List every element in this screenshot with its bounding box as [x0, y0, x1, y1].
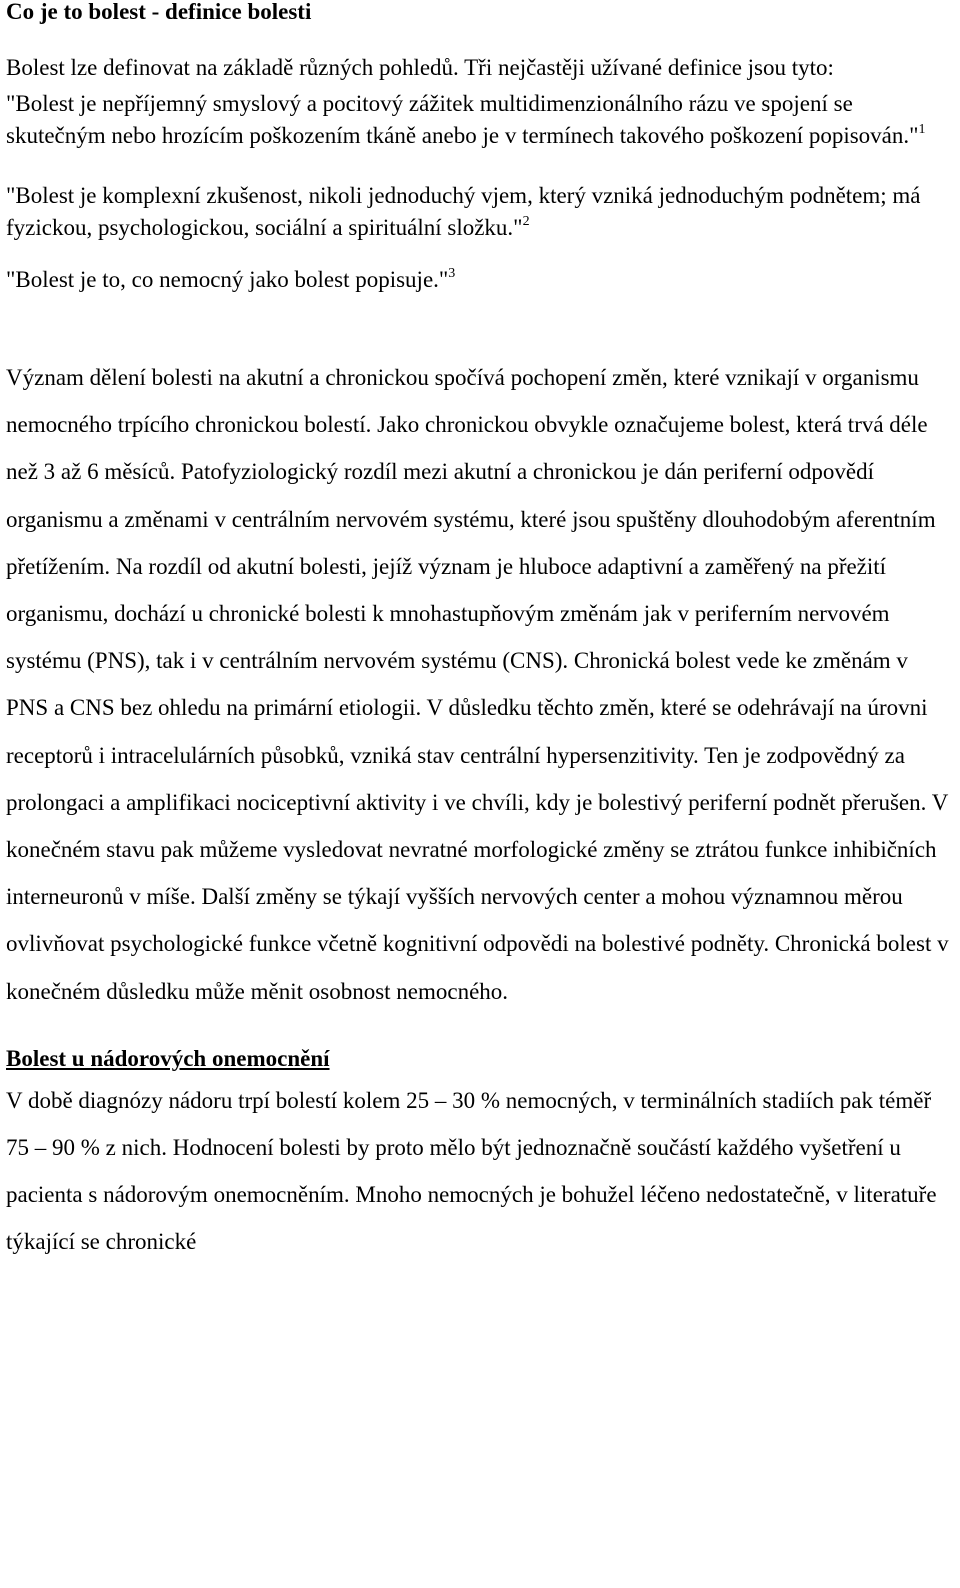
definition-1-text: "Bolest je nepříjemný smyslový a pocitový zážitek multidimenzionálního rázu ve spojení se skutečným nebo hrozícím poškozením tkáně anebo je v termínech takového poškození popisován." — [6, 91, 919, 148]
definition-2-text: "Bolest je komplexní zkušenost, nikoli jednoduchý vjem, který vzniká jednoduchým podnětem; má fyzickou, psychologickou, sociální a spirituální složku." — [6, 183, 921, 240]
footnote-ref-2: 2 — [522, 214, 530, 229]
definition-3-text: "Bolest je to, co nemocný jako bolest popisuje." — [6, 267, 449, 292]
definition-1 — [6, 88, 954, 152]
definition-3 — [6, 264, 954, 296]
definition-2 — [6, 180, 954, 244]
footnote-ref-3: 3 — [448, 266, 456, 281]
page-title: Co je to bolest - definice bolesti — [6, 0, 312, 24]
section-heading-tumor-pain: Bolest u nádorových onemocnění — [6, 1045, 330, 1071]
chronic-pain-paragraph: Význam dělení bolesti na akutní a chronickou spočívá pochopení změn, které vznikají v organismu nemocného trpícího chronickou bolestí. Jako chronickou obvykle označujeme bolest, která trvá déle než 3 až 6 měsíců. Patofyziologický rozdíl mezi akutní a chronickou je dán periferní odpovědí organismu a změnami v centrálním nervovém systému, které jsou spuštěny dlouhodobým aferentním přetížením. Na rozdíl od akutní bolesti, jejíž význam je hluboce adaptivní a zaměřený na přežití organismu, dochází u chronické bolesti k mnohastupňovým změnám jak v periferním nervovém systému (PNS), tak i v centrálním nervovém systému (CNS). Chronická bolest vede ke změnám v PNS a CNS bez ohledu na primární etiologii. V důsledku těchto změn, které se odehrávají na úrovni receptorů i intracelulárních působků, vzniká stav centrální hypersenzitivity. Ten je zodpovědný za prolongaci a amplifikaci nociceptivní aktivity i ve chvíli, kdy je bolestivý periferní podnět přerušen. V konečném stavu pak můžeme vysledovat nevratné morfologické změny se ztrátou funkce inhibičních interneuronů v míše. Další změny se týkají vyšších nervových center a mohou významnou měrou ovlivňovat psychologické funkce včetně kognitivní odpovědi na bolestivé podněty. Chronická bolest v konečném důsledku může měnit osobnost nemocného. — [6, 365, 949, 1004]
intro-paragraph: Bolest lze definovat na základě různých pohledů. Tři nejčastěji užívané definice jsou tyto: — [6, 55, 834, 80]
footnote-ref-1: 1 — [918, 122, 926, 137]
tumor-pain-paragraph: V době diagnózy nádoru trpí bolestí kolem 25 – 30 % nemocných, v terminálních stadiích pak téměř 75 – 90 % z nich. Hodnocení bolesti by proto mělo být jednoznačně součástí každého vyšetření u pacienta s nádorovým onemocněním. Mnoho nemocných je bohužel léčeno nedostatečně, v literatuře týkající se chronické — [6, 1087, 937, 1255]
document-page — [6, 0, 954, 1266]
